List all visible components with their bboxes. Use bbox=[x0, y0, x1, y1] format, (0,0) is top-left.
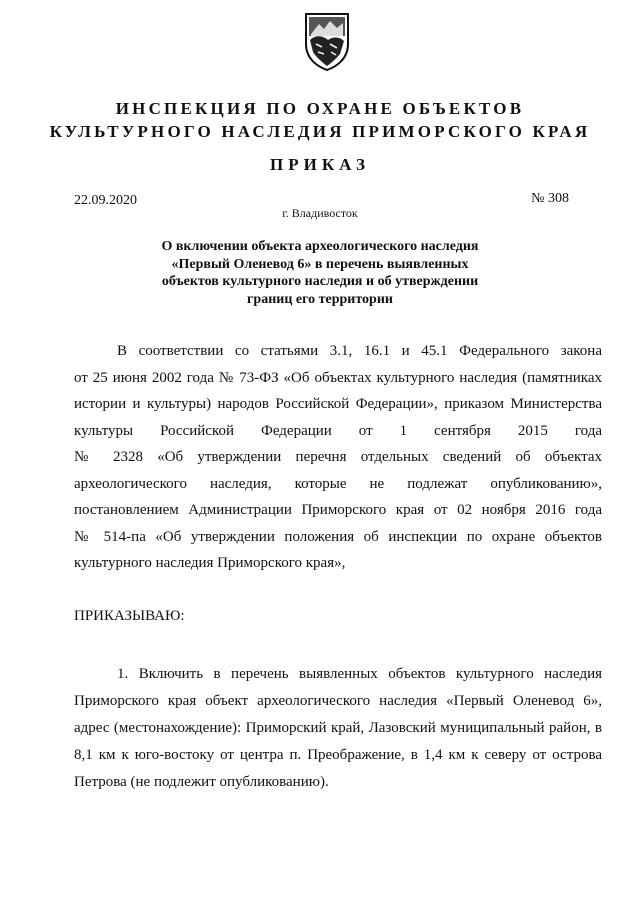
subject-line: границ его территории bbox=[247, 291, 393, 307]
item-line: Петрова (не подлежит опубликованию). bbox=[74, 774, 329, 790]
document-date: 22.09.2020 bbox=[74, 193, 137, 208]
preamble-line: № 514-па «Об утверждении положения об инспекции по охране объектов bbox=[74, 528, 602, 545]
document-city: г. Владивосток bbox=[282, 206, 358, 220]
preamble-line: культуры Российской Федерации от 1 сентября 2015 года bbox=[74, 422, 602, 439]
item-line: 8,1 км к юго-востоку от центра п. Преображение, в 1,4 км к северу от острова bbox=[74, 747, 602, 763]
item-line: 1. Включить в перечень выявленных объектов культурного наследия bbox=[117, 666, 602, 682]
preamble-paragraph bbox=[74, 338, 602, 577]
item-line: Приморского края объект археологического наследия «Первый Оленевод 6», bbox=[74, 693, 602, 709]
preamble-line: от 25 июня 2002 года № 73-ФЗ «Об объектах культурного наследия (памятниках bbox=[74, 369, 602, 386]
subject-line: О включении объекта археологического наследия bbox=[161, 239, 479, 254]
item-line: адрес (местонахождение): Приморский край, Лазовский муниципальный район, в bbox=[74, 720, 602, 736]
org-name-line-2: КУЛЬТУРНОГО НАСЛЕДИЯ ПРИМОРСКОГО КРАЯ bbox=[49, 122, 591, 141]
document-type-title: ПРИКАЗ bbox=[270, 155, 370, 174]
subject-line: «Первый Оленевод 6» в перечень выявленных bbox=[171, 256, 469, 272]
preamble-line: археологического наследия, которые не подлежат опубликованию», bbox=[74, 475, 602, 492]
preamble-line: № 2328 «Об утверждении перечня отдельных сведений об объектах bbox=[74, 449, 602, 465]
preamble-line: В соответствии со статьями 3.1, 16.1 и 45.1 Федерального закона bbox=[117, 343, 602, 359]
document-subject bbox=[100, 238, 540, 308]
preamble-line: постановлением Администрации Приморского края от 02 ноября 2016 года bbox=[74, 502, 602, 518]
orders-label: ПРИКАЗЫВАЮ: bbox=[74, 608, 185, 624]
preamble-line: истории и культуры) народов Российской Федерации», приказом Министерства bbox=[74, 396, 602, 412]
primorsky-krai-coat-of-arms-icon bbox=[302, 10, 352, 72]
org-name-line-1: ИНСПЕКЦИЯ ПО ОХРАНЕ ОБЪЕКТОВ bbox=[115, 99, 525, 118]
subject-line: объектов культурного наследия и об утверждении bbox=[161, 274, 479, 289]
preamble-line: культурного наследия Приморского края», bbox=[74, 555, 346, 571]
document-number: № 308 bbox=[531, 191, 569, 206]
order-item-1 bbox=[74, 661, 602, 796]
